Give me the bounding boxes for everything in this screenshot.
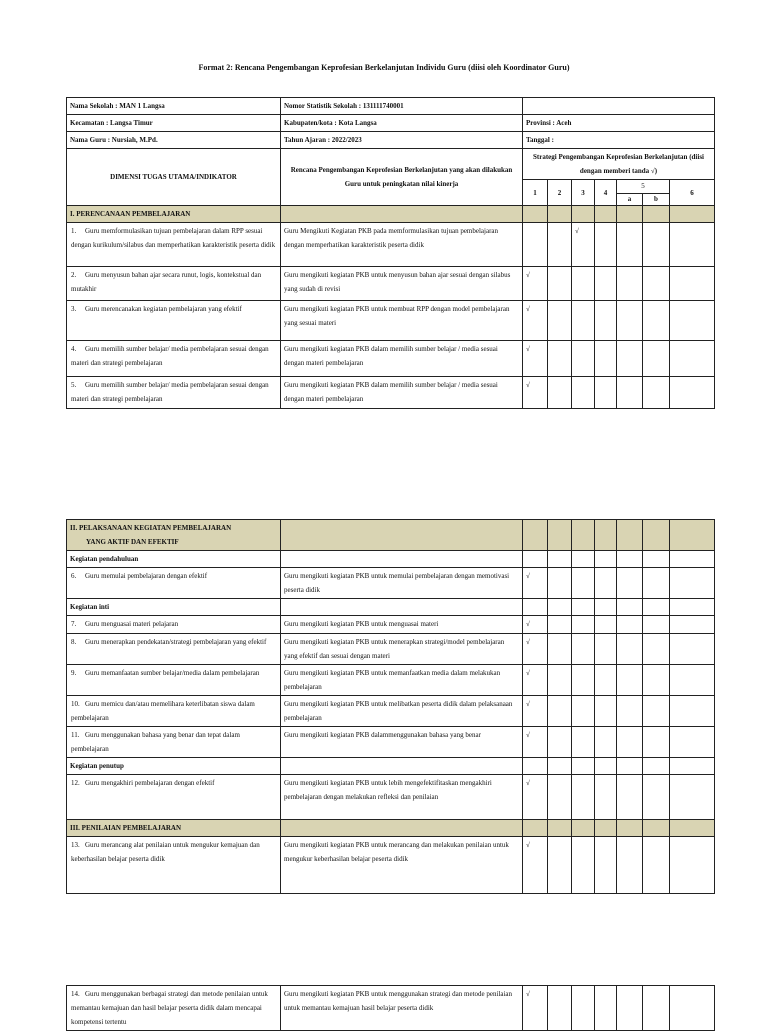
pkb-table-part-2 [66, 519, 715, 894]
col-6: 6 [670, 180, 715, 206]
province: Provinsi : Aceh [523, 115, 715, 132]
indikator-text: Guru memicu dan/atau memelihara keterlibatan siswa dalam pembelajaran [71, 700, 255, 722]
subsection-pendahuluan: Kegiatan pendahuluan [67, 551, 281, 568]
check-mark: √ [572, 223, 595, 267]
rencana-text: Guru mengikuti kegiatan PKB untuk menggunakan strategi dan metode penilaian untuk memantau kemajuan hasil belajar peserta didik [281, 986, 523, 1031]
table-row [67, 223, 715, 267]
pkb-table-part-3 [66, 985, 715, 1031]
row-number: 14. [71, 990, 80, 998]
indikator-text: Guru menggunakan bahasa yang benar dan tepat dalam pembelajaran [71, 731, 240, 753]
row-number: 9. [71, 669, 77, 677]
subsection-inti: Kegiatan inti [67, 599, 281, 616]
table-row [67, 727, 715, 758]
section-penilaian: III. PENILAIAN PEMBELAJARAN [67, 820, 281, 837]
rencana-text: Guru mengikuti kegiatan PKB untuk merancang dan melakukan penilaian untuk mengukur keberhasilan belajar peserta didik [281, 837, 523, 894]
indikator-text: Guru merancang alat penilaian untuk mengukur kemajuan dan keberhasilan belajar peserta didik [71, 841, 260, 863]
rencana-text: Guru mengikuti kegiatan PKB dalammenggunakan bahasa yang benar [281, 727, 523, 758]
indikator-text: Guru memilih sumber belajar/ media pembelajaran sesuai dengan materi dan strategi pembelajaran [71, 345, 269, 367]
indikator-text: Guru menerapkan pendekatan/strategi pembelajaran yang efektif [85, 638, 267, 646]
col-3: 3 [572, 180, 595, 206]
check-mark: √ [523, 986, 548, 1031]
rencana-text: Guru Mengikuti Kegiatan PKB pada memformulasikan tujuan pembelajaran dengan memperhatikan karakteristik peserta didik [281, 223, 523, 267]
row-number: 6. [71, 572, 77, 580]
col-5b: b [643, 194, 670, 206]
indikator-text: Guru memulai pembelajaran dengan efektif [85, 572, 208, 580]
col-1: 1 [523, 180, 548, 206]
rencana-text: Guru mengikuti kegiatan PKB dalam memilih sumber belajar / media sesuai dengan materi pembelajaran [281, 341, 523, 377]
row-number: 5. [71, 381, 77, 389]
rencana-text: Guru mengikuti kegiatan PKB untuk lebih mengefektifitaskan mengakhiri pembelajaran dengan melakukan refleksi dan penilaian [281, 775, 523, 820]
table-row [67, 665, 715, 696]
row-number: 10. [71, 700, 80, 708]
row-number: 13. [71, 841, 80, 849]
check-mark: √ [523, 727, 548, 758]
indikator-text: Guru mengakhiri pembelajaran dengan efektif [85, 779, 215, 787]
indikator-text: Guru merencanakan kegiatan pembelajaran yang efektif [85, 305, 242, 313]
row-number: 4. [71, 345, 77, 353]
check-mark: √ [523, 301, 548, 341]
table-row [67, 568, 715, 599]
table-row [67, 696, 715, 727]
table-row [67, 377, 715, 409]
row-number: 7. [71, 620, 77, 628]
indikator-text: Guru memilih sumber belajar/ media pembelajaran sesuai dengan materi dan strategi pembelajaran [71, 381, 269, 403]
table-row [67, 775, 715, 820]
table-row [67, 267, 715, 301]
rencana-text: Guru mengikuti kegiatan PKB untuk memulai pembelajaran dengan memotivasi peserta didik [281, 568, 523, 599]
table-row [67, 837, 715, 894]
check-mark: √ [523, 634, 548, 665]
check-mark: √ [523, 665, 548, 696]
row-number: 11. [71, 731, 80, 739]
subsection-penutup: Kegiatan penutup [67, 758, 281, 775]
check-mark: √ [523, 341, 548, 377]
section-perencanaan: I. PERENCANAAN PEMBELAJARAN [67, 206, 281, 223]
indikator-text: Guru menggunakan berbagai strategi dan metode penilaian untuk memantau kemajuan dan hasil belajar peserta didik dalam mencapai kompetensi tertentu [71, 990, 268, 1026]
col-5a: a [617, 194, 643, 206]
row-number: 2. [71, 271, 77, 279]
rencana-text: Guru mengikuti kegiatan PKB untuk melibatkan peserta didik dalam pelaksanaan pembelajaran [281, 696, 523, 727]
teacher-name: Nama Guru : Nursiah, M.Pd. [67, 132, 281, 149]
academic-year: Tahun Ajaran : 2022/2023 [281, 132, 523, 149]
col-2: 2 [548, 180, 572, 206]
table-row [67, 341, 715, 377]
rencana-text: Guru mengikuti kegiatan PKB untuk menerapkan strategi/model pembelajaran yang efektif dan sesuai dengan materi [281, 634, 523, 665]
rencana-text: Guru mengikuti kegiatan PKB untuk menyusun bahan ajar sesuai dengan silabus yang sudah di revisi [281, 267, 523, 301]
pkb-table-part-1 [66, 97, 715, 409]
rencana-text: Guru mengikuti kegiatan PKB untuk membuat RPP dengan model pembelajaran yang sesuai materi [281, 301, 523, 341]
check-mark: √ [523, 616, 548, 634]
row-number: 12. [71, 779, 80, 787]
date-field: Tanggal : [523, 132, 715, 149]
indikator-text: Guru menyusun bahan ajar secara runut, logis, kontekstual dan mutakhir [71, 271, 262, 293]
table-row [67, 616, 715, 634]
school-statistic-number: Nomor Statistik Sekolah : 131111740001 [281, 98, 523, 115]
check-mark: √ [523, 696, 548, 727]
row-number: 3. [71, 305, 77, 313]
school-name: Nama Sekolah : MAN 1 Langsa [67, 98, 281, 115]
rencana-text: Guru mengikuti kegiatan PKB untuk memanfaatkan media dalam melakukan pembelajaran [281, 665, 523, 696]
district: Kecamatan : Langsa Timur [67, 115, 281, 132]
check-mark: √ [523, 837, 548, 894]
indikator-text: Guru memanfaatan sumber belajar/media dalam pembelajaran [85, 669, 260, 677]
header-strategi: Strategi Pengembangan Keprofesian Berkelanjutan (diisi dengan memberi tanda √) [523, 149, 715, 180]
check-mark: √ [523, 267, 548, 301]
header-dimensi: DIMENSI TUGAS UTAMA/INDIKATOR [67, 149, 281, 206]
col-5: 5 [617, 180, 670, 194]
indikator-text: Guru menguasai materi pelajaran [85, 620, 179, 628]
check-mark: √ [523, 775, 548, 820]
rencana-text: Guru mengikuti kegiatan PKB dalam memilih sumber belajar / media sesuai dengan materi pembelajaran [281, 377, 523, 409]
regency: Kabupaten/kota : Kota Langsa [281, 115, 523, 132]
header-rencana: Rencana Pengembangan Keprofesian Berkelanjutan yang akan dilakukan Guru untuk peningkatan nilai kinerja [281, 149, 523, 206]
row-number: 8. [71, 638, 77, 646]
document-title: Format 2: Rencana Pengembangan Keprofesian Berkelanjutan Individu Guru (diisi oleh Koordinator Guru) [198, 63, 570, 72]
rencana-text: Guru mengikuti kegiatan PKB untuk menguasai materi [281, 616, 523, 634]
check-mark: √ [523, 377, 548, 409]
row-number: 1. [71, 227, 77, 235]
check-mark: √ [523, 568, 548, 599]
table-row [67, 634, 715, 665]
table-row [67, 301, 715, 341]
col-4: 4 [595, 180, 617, 206]
indikator-text: Guru memformulasikan tujuan pembelajaran dalam RPP sesuai dengan kurikulum/silabus dan memperhatikan karakteristik peserta didik [71, 227, 276, 249]
section-pelaksanaan: II. PELAKSANAAN KEGIATAN PEMBELAJARAN YANG AKTIF DAN EFEKTIF [67, 520, 281, 551]
